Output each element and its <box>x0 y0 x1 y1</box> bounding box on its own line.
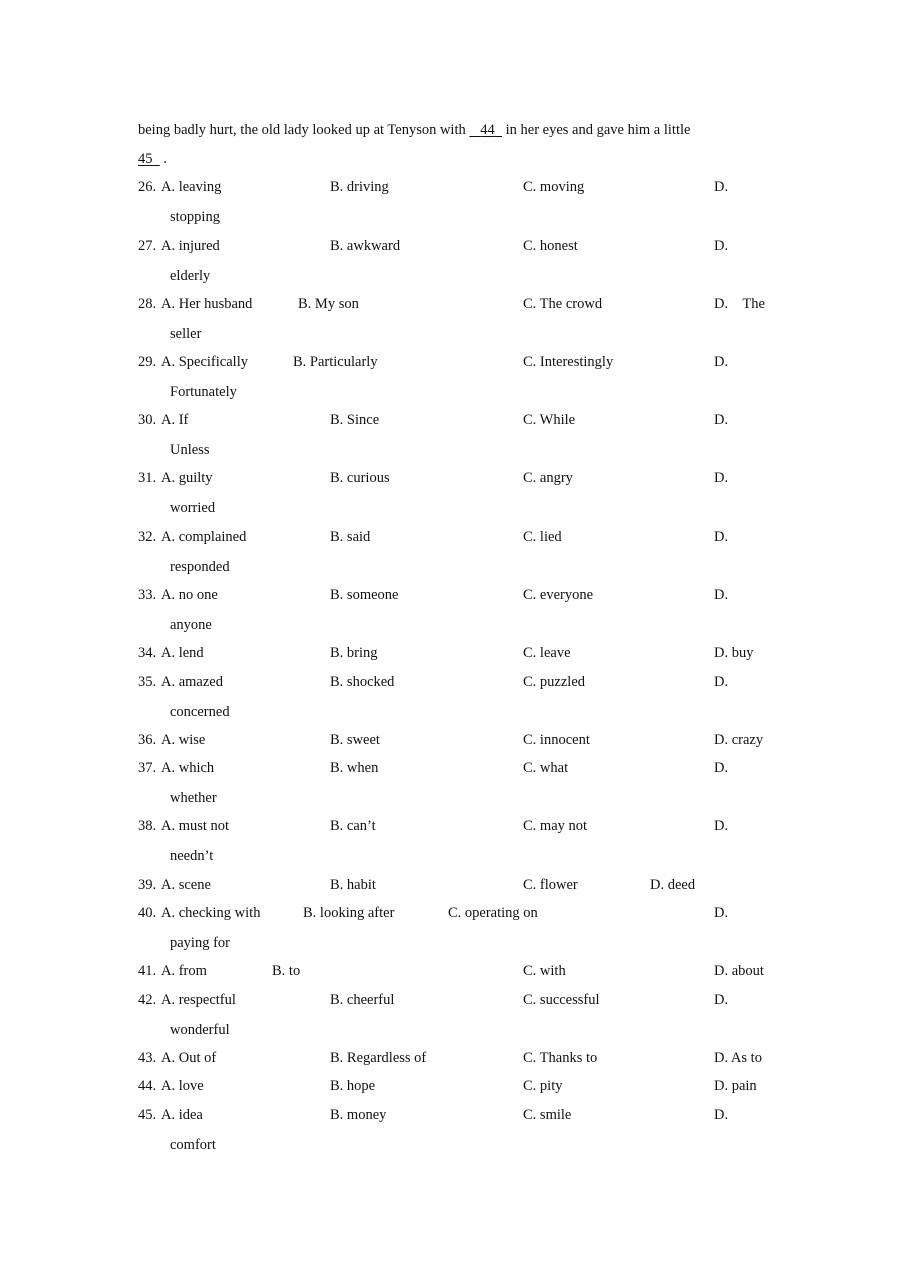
question-number: 30. <box>138 412 157 428</box>
option-c: C. smile <box>523 1107 572 1123</box>
option-d-continued: seller <box>170 326 202 342</box>
option-a: A. If <box>161 412 189 428</box>
option-d: D. about <box>714 963 764 979</box>
option-a: A. no one <box>161 587 218 603</box>
option-d: D. <box>714 179 729 195</box>
option-c: C. successful <box>523 992 600 1008</box>
question-number: 36. <box>138 732 157 748</box>
option-d-continued: concerned <box>170 704 230 720</box>
option-d: D. <box>714 760 729 776</box>
option-a: A. respectful <box>161 992 236 1008</box>
option-d: D. pain <box>714 1078 757 1094</box>
option-d-continued: stopping <box>170 209 220 225</box>
question-number: 44. <box>138 1078 157 1094</box>
option-b: B. said <box>330 529 371 545</box>
option-b: B. money <box>330 1107 387 1123</box>
question-number: 31. <box>138 470 157 486</box>
option-c: C. innocent <box>523 732 590 748</box>
question-number: 38. <box>138 818 157 834</box>
option-a: A. love <box>161 1078 204 1094</box>
option-c: C. leave <box>523 645 571 661</box>
option-c: C. honest <box>523 238 578 254</box>
option-d-continued: worried <box>170 500 216 516</box>
question-number: 45. <box>138 1107 157 1123</box>
option-c: C. While <box>523 412 576 428</box>
option-b: B. My son <box>298 296 359 312</box>
option-c: C. puzzled <box>523 674 586 690</box>
option-d-continued: paying for <box>170 935 230 951</box>
question-number: 28. <box>138 296 157 312</box>
question-number: 35. <box>138 674 157 690</box>
option-c: C. flower <box>523 877 578 893</box>
option-d-continued: anyone <box>170 617 212 633</box>
option-c: C. Thanks to <box>523 1050 598 1066</box>
option-b: B. bring <box>330 645 378 661</box>
passage-line-1 <box>138 122 690 139</box>
option-a: A. checking with <box>161 905 261 921</box>
option-b: B. cheerful <box>330 992 395 1008</box>
option-d-continued: comfort <box>170 1137 216 1153</box>
option-a: A. idea <box>161 1107 203 1123</box>
option-a: A. injured <box>161 238 220 254</box>
option-c: C. with <box>523 963 566 979</box>
option-d: D. <box>714 529 729 545</box>
passage-text: . <box>159 151 167 167</box>
option-d: D. <box>714 354 729 370</box>
option-a: A. wise <box>161 732 206 748</box>
question-number: 33. <box>138 587 157 603</box>
option-d-continued: responded <box>170 559 230 575</box>
question-number: 29. <box>138 354 157 370</box>
option-c: C. The crowd <box>523 296 603 312</box>
option-d: D. <box>714 1107 729 1123</box>
option-d-continued: needn’t <box>170 848 214 864</box>
option-d-continued: wonderful <box>170 1022 230 1038</box>
passage-text: being badly hurt, the old lady looked up at Tenyson with <box>138 122 470 138</box>
option-d: D. <box>714 674 729 690</box>
option-a: A. Out of <box>161 1050 217 1066</box>
option-b: B. habit <box>330 877 376 893</box>
option-d: D. <box>714 992 729 1008</box>
option-b: B. Regardless of <box>330 1050 427 1066</box>
option-d: D. The <box>714 296 765 312</box>
question-number: 42. <box>138 992 157 1008</box>
option-b: B. shocked <box>330 674 395 690</box>
option-b: B. sweet <box>330 732 380 748</box>
option-a: A. Specifically <box>161 354 248 370</box>
option-d-continued: Fortunately <box>170 384 237 400</box>
option-b: B. awkward <box>330 238 401 254</box>
option-a: A. complained <box>161 529 247 545</box>
option-a: A. lend <box>161 645 204 661</box>
option-b: B. looking after <box>303 905 395 921</box>
option-d-continued: elderly <box>170 268 211 284</box>
option-d-continued: Unless <box>170 442 210 458</box>
option-b: B. can’t <box>330 818 376 834</box>
option-a: A. must not <box>161 818 230 834</box>
option-a: A. guilty <box>161 470 213 486</box>
question-number: 26. <box>138 179 157 195</box>
option-b: B. Since <box>330 412 380 428</box>
option-d: D. As to <box>714 1050 762 1066</box>
question-number: 43. <box>138 1050 157 1066</box>
option-b: B. driving <box>330 179 389 195</box>
passage-line-2 <box>138 151 167 168</box>
option-a: A. amazed <box>161 674 223 690</box>
option-a: A. which <box>161 760 215 776</box>
option-c: C. everyone <box>523 587 594 603</box>
blank-44: 44 <box>480 122 495 138</box>
option-d: D. <box>714 905 729 921</box>
option-c: C. may not <box>523 818 588 834</box>
question-number: 37. <box>138 760 157 776</box>
option-d: D. <box>714 587 729 603</box>
option-c: C. lied <box>523 529 562 545</box>
option-a: A. scene <box>161 877 211 893</box>
option-d: D. crazy <box>714 732 764 748</box>
option-c: C. pity <box>523 1078 563 1094</box>
option-b: B. hope <box>330 1078 376 1094</box>
option-d: D. <box>714 818 729 834</box>
option-c: C. operating on <box>448 905 538 921</box>
question-number: 34. <box>138 645 157 661</box>
question-number: 41. <box>138 963 157 979</box>
option-a: A. from <box>161 963 207 979</box>
option-d: D. deed <box>650 877 696 893</box>
option-b: B. Particularly <box>293 354 378 370</box>
option-c: C. moving <box>523 179 585 195</box>
option-d: D. buy <box>714 645 754 661</box>
question-number: 40. <box>138 905 157 921</box>
option-c: C. what <box>523 760 569 776</box>
option-d: D. <box>714 238 729 254</box>
blank-45: 45 <box>138 151 153 167</box>
question-number: 39. <box>138 877 157 893</box>
passage-text: in her eyes and gave him a little <box>502 122 691 138</box>
option-a: A. Her husband <box>161 296 253 312</box>
option-b: B. someone <box>330 587 399 603</box>
option-c: C. Interestingly <box>523 354 614 370</box>
option-d: D. <box>714 412 729 428</box>
option-a: A. leaving <box>161 179 222 195</box>
option-b: B. to <box>272 963 301 979</box>
option-b: B. curious <box>330 470 390 486</box>
question-number: 32. <box>138 529 157 545</box>
option-b: B. when <box>330 760 379 776</box>
question-number: 27. <box>138 238 157 254</box>
option-d: D. <box>714 470 729 486</box>
option-d-continued: whether <box>170 790 217 806</box>
option-c: C. angry <box>523 470 573 486</box>
